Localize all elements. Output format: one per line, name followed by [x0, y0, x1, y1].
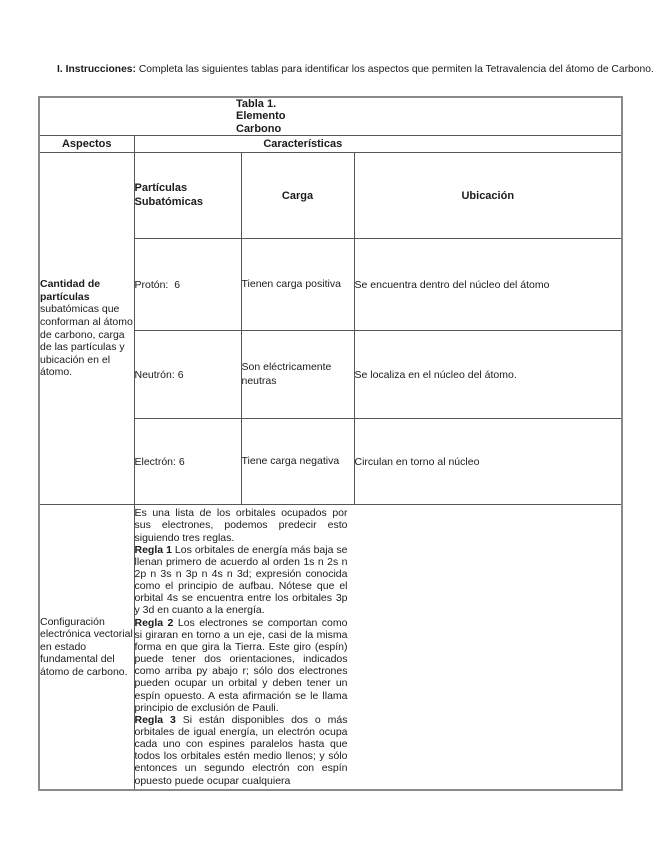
- header-caracteristicas-cell: [134, 136, 622, 153]
- instructions-label: I. Instrucciones:: [57, 64, 136, 75]
- subheader-ubicacion: Ubicación: [354, 153, 622, 239]
- subheader-particulas: Partículas Subatómicas: [134, 182, 203, 208]
- aspect-cantidad-text: subatómicas que conforman al átomo de carbono, carga de las partículas y ubicación en el átomo.: [40, 303, 133, 379]
- table-title-line-2: Elemento: [236, 110, 286, 123]
- config-paragraph-regla-3: [135, 714, 348, 787]
- config-paragraph-intro: [135, 507, 348, 543]
- regla-1-text: Los orbitales de energía más baja se llenan primero de acuerdo al orden 1s n 2s n 2p n 3s n 3p n 4s n 3d; expresión conocida como el principio de aufbau. Nótese que el orbital 4s se encuentra entre los orbitales 3p y 3d en cuanto a la energía.: [134, 543, 348, 617]
- electron-label: Electrón: 6: [134, 419, 241, 505]
- neutron-carga: Son eléctricamente neutras: [241, 360, 332, 387]
- table-title-row: [39, 97, 622, 136]
- proton-carga-cell: [241, 239, 354, 331]
- table-title-line-1: Tabla 1.: [236, 98, 277, 111]
- neutron-label: Neutrón: 6: [134, 331, 241, 419]
- regla-1-lead: Regla 1: [134, 543, 172, 556]
- proton-label: Protón: 6: [134, 239, 241, 331]
- table-title-block: [236, 98, 286, 135]
- header-aspectos: Aspectos: [39, 136, 134, 153]
- regla-3-text: Si están disponibles dos o más orbitales de igual energía, un electrón ocupa cada uno con espines paralelos hasta que todos los orbitales estén medio llenos; y sólo entonces un segundo electrón con espín opuesto puede ocupar cualquiera: [134, 713, 348, 787]
- tabla-1: [38, 96, 623, 791]
- subheader-particulas-cell: [134, 153, 241, 239]
- instructions: [57, 63, 655, 76]
- regla-2-text: Los electrones se comportan como si giraran en torno a un eje, casi de la misma forma en que gira la Tierra. Este giro (espín) puede tener dos orientaciones, indicados como arriba py abajo r; sólo dos electrones pueden ocupar un orbital y deben tener un espín opuesto. A esta afirmación se le llama principio de exclusión de Pauli.: [134, 616, 348, 714]
- config-paragraph-regla-2: [135, 617, 348, 714]
- aspect-cantidad-bold: Cantidad de partículas: [40, 278, 101, 303]
- config-paragraph-regla-1: [135, 544, 348, 617]
- electron-carga: Tiene carga negativa: [241, 454, 340, 467]
- configuracion-text-cell: [134, 505, 622, 791]
- aspect-configuracion: Configuración electrónica vectorial en estado fundamental del átomo de carbono.: [39, 505, 134, 791]
- table-row-configuracion: [39, 505, 622, 791]
- table-title-cell: [39, 97, 622, 136]
- regla-3-lead: Regla 3: [134, 713, 176, 726]
- configuracion-text-block: [135, 507, 348, 787]
- subheader-row: [39, 153, 622, 239]
- neutron-carga-cell: [241, 331, 354, 419]
- header-caracteristicas: Características: [263, 138, 343, 150]
- proton-carga: Tienen carga positiva: [241, 277, 341, 290]
- subheader-carga: Carga: [241, 153, 354, 239]
- config-intro-text: Es una lista de los orbitales ocupados por sus electrones, podemos predecir esto siguiendo tres reglas.: [134, 507, 348, 544]
- electron-carga-cell: [241, 419, 354, 505]
- instructions-text: Completa las siguientes tablas para identificar los aspectos que permiten la Tetravalencia del átomo de Carbono.: [135, 64, 654, 75]
- proton-ubicacion: Se encuentra dentro del núcleo del átomo: [354, 239, 622, 331]
- electron-ubicacion: Circulan en torno al núcleo: [354, 419, 622, 505]
- aspect-cantidad-cell: [39, 153, 134, 505]
- regla-2-lead: Regla 2: [134, 616, 174, 629]
- neutron-ubicacion: Se localiza en el núcleo del átomo.: [354, 331, 622, 419]
- table-title-line-3: Carbono: [236, 122, 282, 135]
- table-header-row: [39, 136, 622, 153]
